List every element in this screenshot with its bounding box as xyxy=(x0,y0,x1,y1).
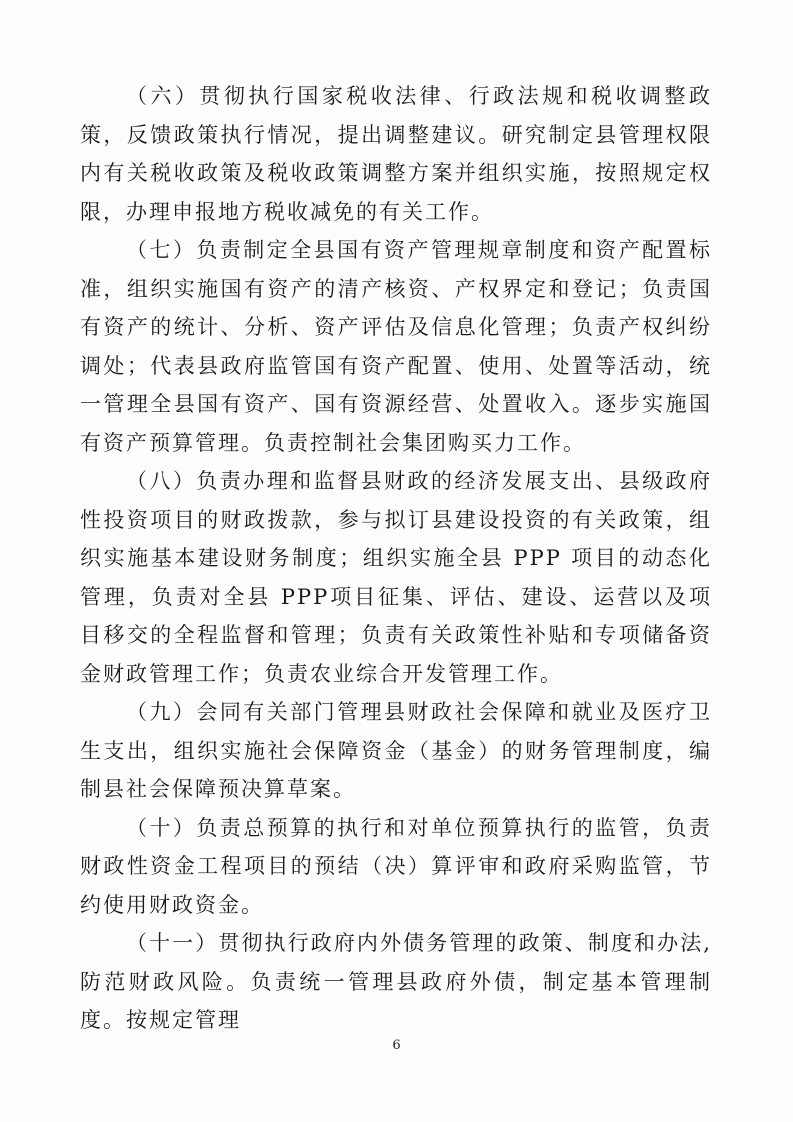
paragraph-9: （九）会同有关部门管理县财政社会保障和就业及医疗卫生支出，组织实施社会保障资金（基金）的财务管理制度，编制县社会保障预决算草案。 xyxy=(80,700,712,801)
paragraph-7: （七）负责制定全县国有资产管理规章制度和资产配置标准，组织实施国有资产的清产核资、产权界定和登记；负责国有资产的统计、分析、资产评估及信息化管理；负责产权纠纷调处；代表县政府监管国有资产配置、使用、处置等活动，统一管理全县国有资产、国有资源经营、处置收入。逐步实施国有资产预算管理。负责控制社会集团购买力工作。 xyxy=(80,238,712,455)
paragraph-10: （十）负责总预算的执行和对单位预算执行的监管，负责财政性资金工程项目的预结（决）算评审和政府采购监管，节约使用财政资金。 xyxy=(80,815,712,917)
page-number: 6 xyxy=(392,1038,401,1053)
paragraph-6: （六）贯彻执行国家税收法律、行政法规和税收调整政策，反馈政策执行情况，提出调整建议。研究制定县管理权限内有关税收政策及税收政策调整方案并组织实施，按照规定权限，办理申报地方税收减免的有关工作。 xyxy=(80,84,712,224)
document-body xyxy=(80,77,712,1040)
paragraph-8: （八）负责办理和监督县财政的经济发展支出、县级政府性投资项目的财政拨款，参与拟订县建设投资的有关政策，组织实施基本建设财务制度；组织实施全县 PPP 项目的动态化管理，负责对全县 PPP项目征集、评估、建设、运营以及项目移交的全程监督和管理；负责有关政策性补贴和专项储备资金财政管理工作；负责农业综合开发管理工作。 xyxy=(80,469,712,686)
paragraph-11: （十一）贯彻执行政府内外债务管理的政策、制度和办法,防范财政风险。负责统一管理县政府外债，制定基本管理制度。按规定管理 xyxy=(80,931,712,1032)
